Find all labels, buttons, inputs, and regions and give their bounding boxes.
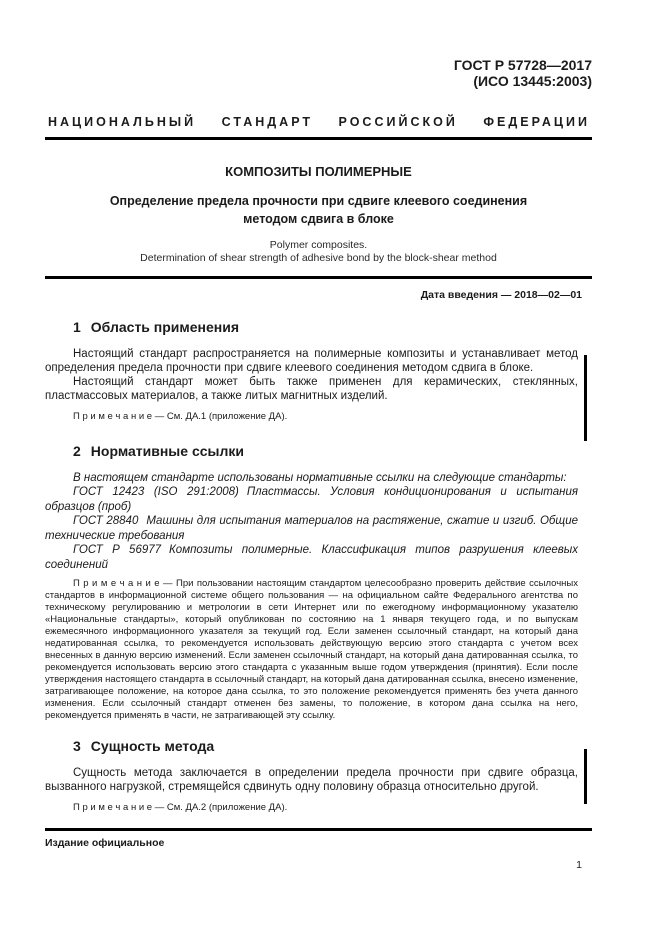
banner-word: РОССИЙСКОЙ <box>338 115 458 129</box>
section-number: 2 <box>73 443 81 459</box>
reference-item <box>45 514 578 543</box>
note: П р и м е ч а н и е — При пользовании настоящим стандартом целесообразно проверить действие ссылочных стандартов в информационной системе общего пользования — на официальном сайте Федерального агентства по техническому регулированию и метрологии в сети Интернет или по ежегодному информационному указателю «Национальные стандарты», который опубликован по состоянию на 1 января текущего года, и по выпускам ежемесячного информационного указателя за текущий год. Если заменен ссылочный стандарт, на который дана недатированная ссылка, то рекомендуется использовать действующую версию этого стандарта с учетом всех внесенных в данную версию изменений. Если заменен ссылочный стандарт, на который дана датированная ссылка, то рекомендуется использовать версию этого стандарта с указанным выше годом утверждения (принятия). Если после утверждения настоящего стандарта в ссылочный стандарт, на который дана датированная ссылка, внесено изменение, затрагивающее положение, на которое дана ссылка, то это положение рекомендуется применять без учета данного изменения. Если ссылочный стандарт отменен без замены, то положение, в котором дана ссылка на него, рекомендуется применять в части, не затрагивающей эту ссылку. <box>45 578 578 721</box>
doc-code-block <box>0 0 592 89</box>
federation-banner <box>48 115 590 129</box>
title-main: КОМПОЗИТЫ ПОЛИМЕРНЫЕ <box>225 164 412 179</box>
title-english <box>45 239 592 265</box>
section-1-heading <box>73 319 578 335</box>
references-intro: В настоящем стандарте использованы нормативные ссылки на следующие стандарты: <box>73 472 567 484</box>
reference-code: ГОСТ 28840 <box>73 515 139 527</box>
banner-word: НАЦИОНАЛЬНЫЙ <box>48 115 197 129</box>
note: П р и м е ч а н и е — См. ДА.2 (приложение ДА). <box>73 802 288 813</box>
change-bar <box>584 355 587 441</box>
section-number: 3 <box>73 738 81 754</box>
doc-code-line1: ГОСТ Р 57728—2017 <box>453 57 592 73</box>
section-title: Сущность метода <box>90 738 215 754</box>
paragraph: Настоящий стандарт распространяется на полимерные композиты и устанавливает метод определения предела прочности при сдвиге клеевого соединения методом сдвига в блоке. <box>45 348 578 374</box>
note: П р и м е ч а н и е — См. ДА.1 (приложение ДА). <box>73 411 288 422</box>
reference-title: Пластмассы. Условия кондиционирования и испытания образцов (проб) <box>45 486 579 513</box>
footer-rule <box>45 828 592 831</box>
edition-label: Издание официальное <box>45 837 165 849</box>
date-introduction: Дата введения — 2018—02—01 <box>420 289 582 301</box>
reference-item <box>45 543 578 572</box>
reference-title: Машины для испытания материалов на растяжение, сжатие и изгиб. Общие технические требования <box>45 515 578 542</box>
change-bar <box>584 749 587 804</box>
title-english-line2: Determination of shear strength of adhesive bond by the block-shear method <box>140 252 497 264</box>
title-subtitle-line2: методом сдвига в блоке <box>243 212 394 226</box>
paragraph: Настоящий стандарт может быть также применен для керамических, стеклянных, пластмассовых материалов, а также литых магнитных изделий. <box>45 376 578 402</box>
section-number: 1 <box>73 319 81 335</box>
section-title: Область применения <box>90 319 240 335</box>
reference-title: Композиты полимерные. Классификация типов разрушения клеевых соединений <box>45 544 578 571</box>
section-2-heading <box>73 443 578 459</box>
banner-word: СТАНДАРТ <box>221 115 313 129</box>
intro-rule <box>45 276 592 279</box>
doc-code-line2: (ИСО 13445:2003) <box>473 73 592 89</box>
section-3-heading <box>73 738 578 754</box>
title-english-line1: Polymer composites. <box>269 239 368 251</box>
reference-code: ГОСТ 12423 (ISO 291:2008) <box>73 486 239 498</box>
page-number: 1 <box>576 859 582 871</box>
header-rule <box>45 137 592 140</box>
title-subtitle <box>45 192 592 228</box>
title-subtitle-line1: Определение предела прочности при сдвиге клеевого соединения <box>109 194 528 208</box>
section-title: Нормативные ссылки <box>90 443 244 459</box>
reference-item <box>45 485 578 514</box>
banner-word: ФЕДЕРАЦИИ <box>483 115 590 129</box>
paragraph: Сущность метода заключается в определении предела прочности при сдвиге образца, вызванного нагрузкой, стремящейся сдвинуть одну половину образца относительно другой. <box>45 767 578 793</box>
reference-code: ГОСТ Р 56977 <box>73 544 162 556</box>
